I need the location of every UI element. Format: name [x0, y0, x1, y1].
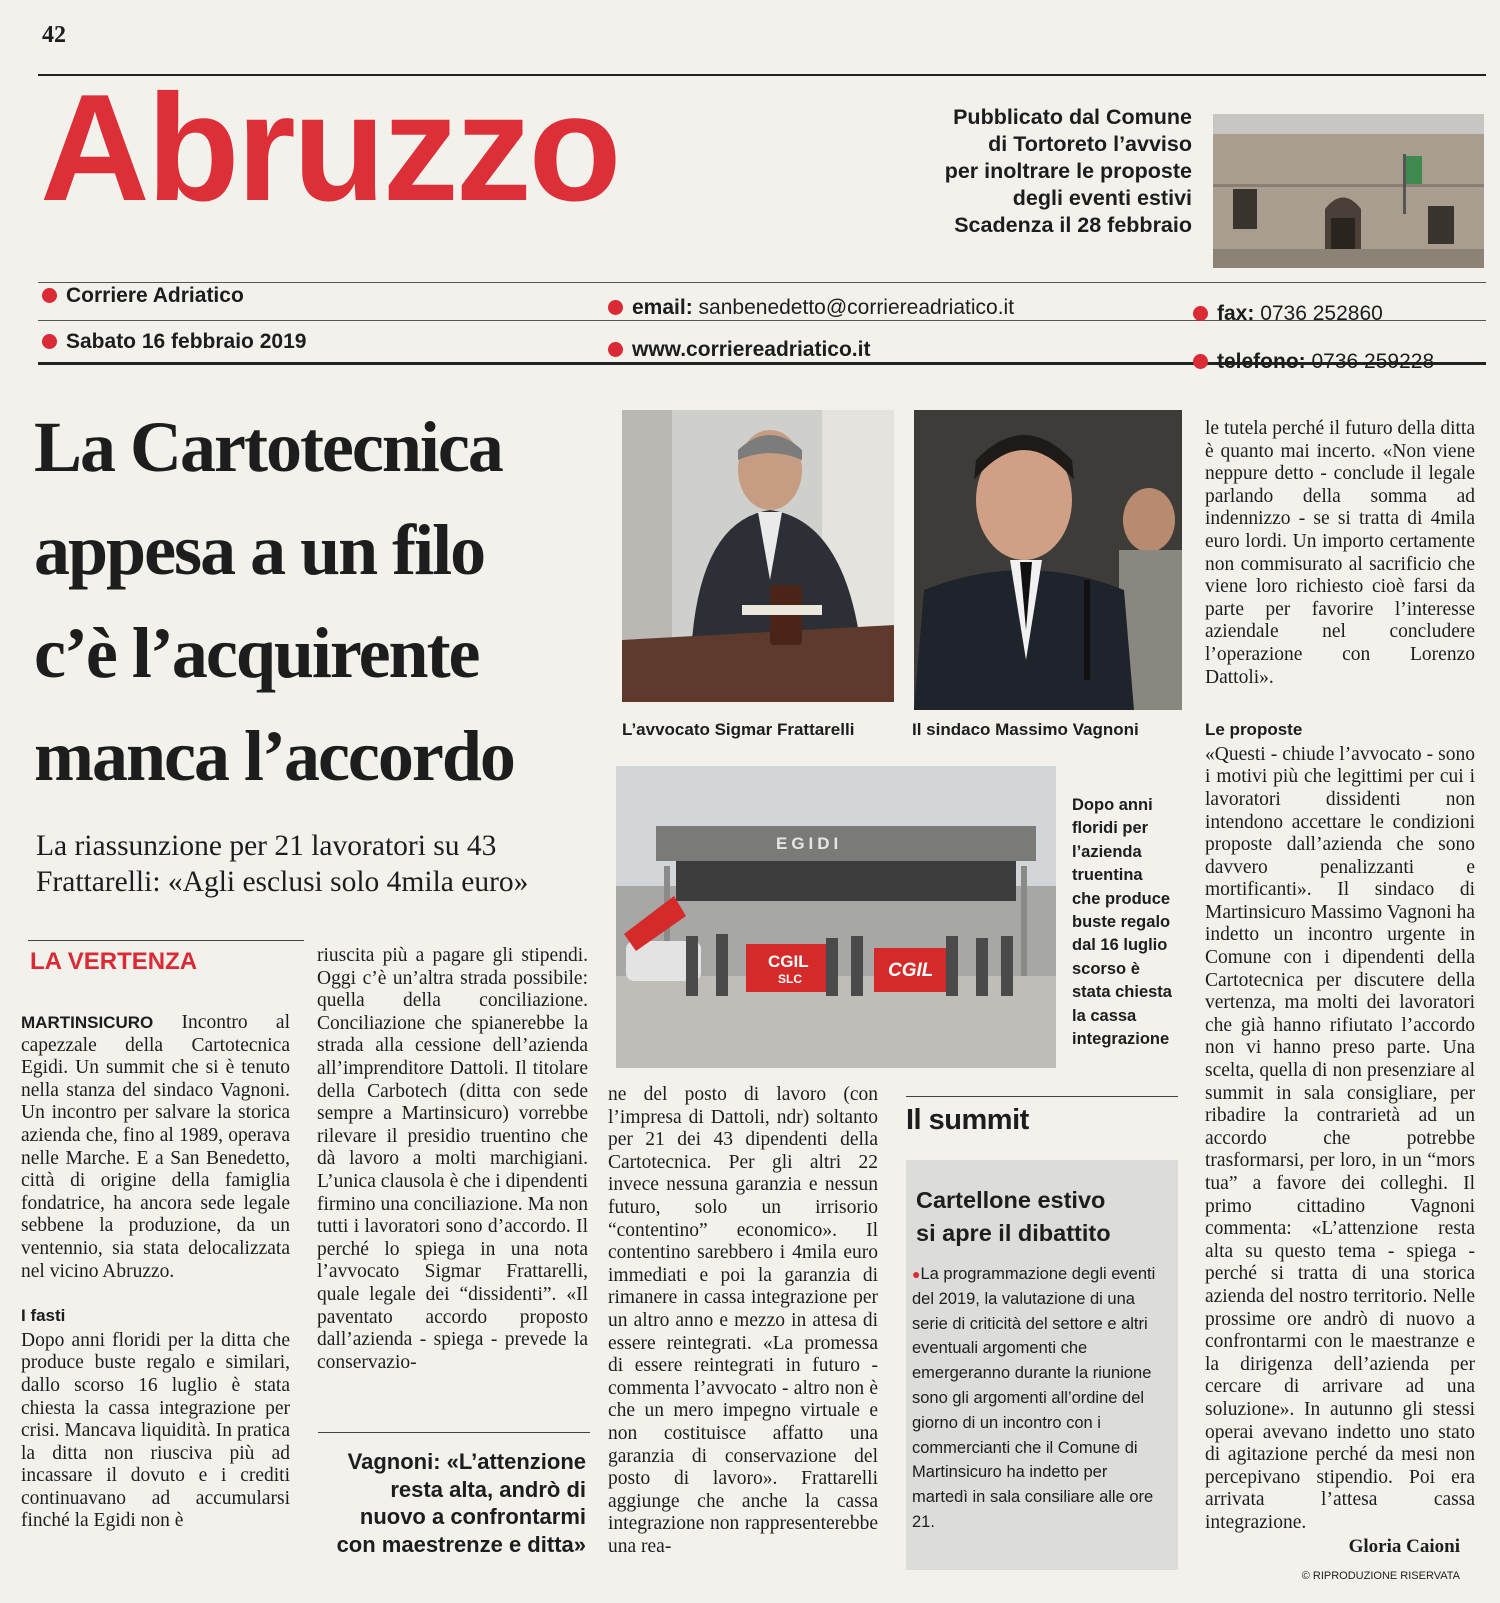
banner-slc: SLC	[778, 972, 802, 986]
article-column-4: le tutela perché il futuro della ditta è quanto mai incerto. «Non viene neppure detto - conclude il legale parlando della somma ad indennizzo - se si tratta di 4mila euro lordi. Un importo certamente non commisurato al sacrificio che viene loro richiesto cioè farsi da parte per favorire l’interesse aziendale nel concludere l’operazione con Lorenzo Dattoli». Le proposte «Questi - chiude l’avvocato - sono i motivi più che legittimi per cui i lavoratori dissidenti non intendono accettare le condizioni proposte dall’azienda che sono davvero penalizzanti e mortificanti». Il sindaco di Martinsicuro Massimo Vagnoni ha indetto un incontro urgente in Comune con i dipendenti della Cartotecnica per discutere della vertenza, ma molti dei lavoratori che già hanno rifiutato l’accordo non vi hanno preso parte. Una scelta, quella di non presenziare al summit in sala consigliare, per ribadire la contrarietà ad un accordo che potrebbe trasformarsi, per loro, in un “mors tua” a favore dei colleghi. Il primo cittadino Vagnoni commenta: «L’attenzione resta alta su questo tema - spiega - perché si tratta di una storica azienda del nostro territorio. Nelle prossime ore andrò di nuovo a confrontarmi con le maestranze e la dirigenza dell’azienda per cercare di arrivare ad una soluzione». In autunno gli stessi operai avevano indetto uno stato di agitazione perché da mesi non percepivano stipendio. Poi era arrivata l’attesa cassa integrazione.	[1205, 418, 1475, 1533]
section-title: Abruzzo	[40, 63, 619, 233]
subhead-i-fasti: I fasti	[21, 1306, 66, 1326]
website-link[interactable]: www.corriereadriatico.it	[608, 338, 870, 362]
page-number: 42	[42, 22, 66, 48]
factory-sign: EGIDI	[776, 834, 843, 853]
bullet-icon: ●	[912, 1266, 921, 1282]
phone-contact: telefono: 0736 259228	[1193, 350, 1434, 374]
pullquote: Vagnoni: «L’attenzione resta alta, andrò di nuovo a confrontarmi con maestrenze e ditta»	[336, 1449, 586, 1557]
bullet-icon	[42, 288, 57, 303]
bullet-icon	[1193, 306, 1208, 321]
bullet-icon	[1193, 354, 1208, 369]
sidebar-label: Il summit	[906, 1104, 1029, 1136]
article-subheadline: La riassunzione per 21 lavoratori su 43 Frattarelli: «Agli esclusi solo 4mila euro»	[36, 830, 529, 898]
factory-photo	[616, 766, 1056, 1068]
bullet-icon	[42, 334, 57, 349]
fax-contact: fax: 0736 252860	[1193, 302, 1383, 326]
lawyer-caption: L’avvocato Sigmar Frattarelli	[622, 720, 855, 739]
subhead-le-proposte: Le proposte	[1205, 720, 1303, 740]
bullet-icon	[608, 342, 623, 357]
article-headline[interactable]: La Cartotecnica appesa a un filo c’è l’acquirente manca l’accordo	[34, 407, 514, 796]
banner-cgil-1: CGIL	[768, 952, 809, 971]
sidebar-title[interactable]: Cartellone estivo si apre il dibattito	[916, 1187, 1111, 1246]
article-column-3: ne del posto di lavoro (con l’impresa di Dattoli, ndr) soltanto per 21 dei 43 dipendenti della Cartotecnica. Per gli altri 22 invece nessuna garanzia e nessun futuro, solo un irrisorio “contentino” economico». Il contentino sarebbero i 4mila euro immediati e poi la garanzia di rimanere in cassa integrazione per un altro anno e mezzo in attesa di essere reintegrati. «La promessa di essere reintegrati in futuro - commenta l’avvocato - altro non è che un mero impegno virtuale e non costituisce affatto una garanzia di conservazione del posto di lavoro». Frattarelli aggiunge che anche la cassa integrazione non rappresenterebbe una rea-	[608, 1084, 878, 1557]
banner-cgil-2: CGIL	[888, 960, 934, 981]
copyright-notice: © RIPRODUZIONE RISERVATA	[1301, 1570, 1460, 1582]
article-column-2: riuscita più a pagare gli stipendi. Oggi c’è un’altra strada possibile: quella della conciliazione. Conciliazione che spianerebbe la strada alla cessione dell’azienda all’imprenditore Dattoli. Il titolare della Carbotech (ditta con sede sempre a Martinsicuro) vorrebbe rilevare il presidio truentino che dà lavoro a molti marchigiani. L’unica clausola è che i dipendenti firmino una conciliazione. Ma non tutti i lavoratori sono d’accordo. Il perché lo spiega in una nota l’avvocato Sigmar Frattarelli, quale legale dei “dissidenti”. «Il paventato accordo proposto dall’azienda - spiega - prevede la conservazio-	[317, 945, 588, 1373]
section-kicker: LA VERTENZA	[30, 948, 198, 975]
mayor-caption: Il sindaco Massimo Vagnoni	[912, 720, 1139, 739]
email-contact[interactable]: email: sanbenedetto@corriereadriatico.it	[608, 296, 1014, 320]
sidebar-body: ●La programmazione degli eventi del 2019, la valutazione di una serie di criticità del settore e altri eventuali argomenti che emergeranno durante la riunione sono gli argomenti all’ordine del giorno di un incontro con i commercianti che il Comune di Martinsicuro ha indetto per martedì in sala consiliare alle ore 21.	[912, 1265, 1156, 1531]
article-column-1: MARTINSICURO Incontro al capezzale della Cartotecnica Egidi. Un summit che si è tenuto nella stanza del sindaco Vagnoni. Un incontro per salvare la storica azienda che, fino al 1989, operava nelle Marche. E a San Benedetto, città di origine della famiglia fondatrice, ha ancora sede legale sebbene la produzione, da un ventennio, sia stata delocalizzata nel vicino Abruzzo. I fasti Dopo anni floridi per la ditta che produce buste regalo e similari, dallo scorso 16 luglio è stata chiesta la cassa integrazione per crisi. Mancava liquidità. In pratica la ditta non riusciva più ad incassare il dovuto e i crediti continuavano ad accumularsi finché la Egidi non è	[21, 1012, 290, 1532]
sidebar-rule	[906, 1096, 1178, 1097]
teaser-photo	[1213, 114, 1484, 268]
paper-name: Corriere Adriatico	[42, 284, 244, 308]
issue-date: Sabato 16 febbraio 2019	[42, 330, 306, 354]
info-rule-1	[38, 282, 1486, 283]
factory-caption: Dopo anni floridi per l’azienda truentina che produce buste regalo dal 16 luglio scorso è stata chiesta la cassa integrazione	[1072, 796, 1172, 1049]
bullet-icon	[608, 300, 623, 315]
mayor-photo	[914, 410, 1182, 710]
dateline: MARTINSICURO	[21, 1013, 154, 1032]
kicker-rule	[28, 940, 304, 941]
lawyer-photo	[622, 410, 894, 702]
teaser-text[interactable]: Pubblicato dal Comune di Tortoreto l’avviso per inoltrare le proposte degli eventi estivi Scadenza il 28 febbraio	[944, 105, 1192, 237]
author-byline: Gloria Caioni	[1348, 1536, 1460, 1557]
pullquote-rule	[318, 1432, 590, 1433]
